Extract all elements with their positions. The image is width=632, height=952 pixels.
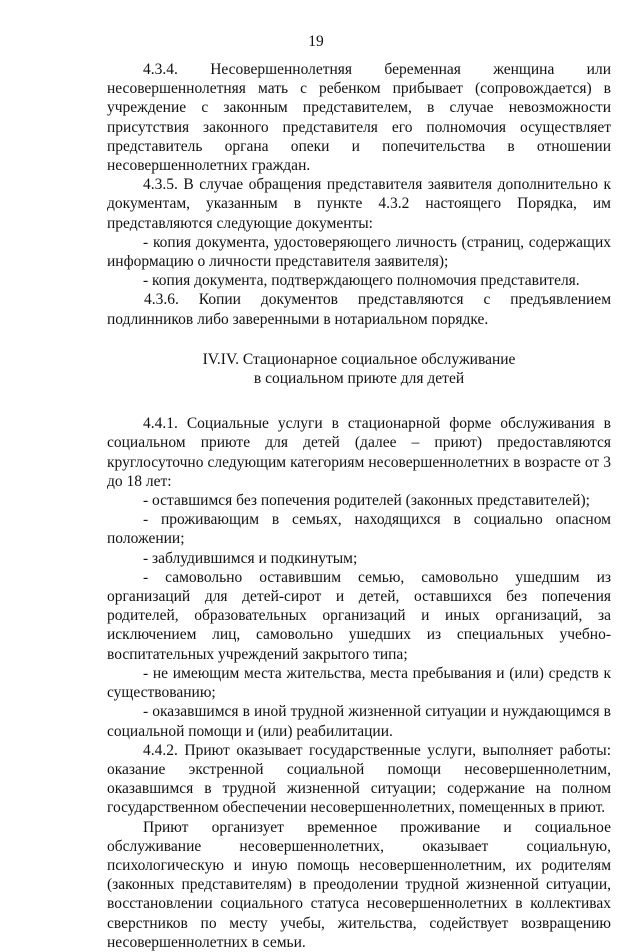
list-item: - оставшимся без попечения родителей (законных представителей);	[143, 492, 590, 510]
paragraph: Приют организует временное проживание и социальное обслуживание несовершеннолетних, оказывает социальную, психологическую и иную помощь несовершеннолетним, их родителям (законных представителям) в преодолении трудной жизненной ситуации, восстановлении социального статуса несовершеннолетних в коллективах сверстников по месту учебы, жительства, содействует возвращению несовершеннолетних в семьи.	[107, 818, 611, 951]
section-heading	[107, 350, 611, 388]
list-item: - копия документа, удостоверяющего личность (страниц, содержащих информацию о личности представителя заявителя);	[107, 233, 611, 271]
list-item: - копия документа, подтверждающего полномочия представителя.	[143, 272, 580, 290]
section-heading-line-2: в социальном приюте для детей	[253, 370, 465, 388]
paragraph-4-4-2: 4.4.2. Приют оказывает государственные услуги, выполняет работы: оказание экстренной социальной помощи несовершеннолетним, оказавшимся в трудной жизненной ситуации; содержание на полном государственном обеспечении несовершеннолетних, помещенных в приют.	[107, 741, 611, 817]
list-item: - проживающим в семьях, находящихся в социально опасном положении;	[107, 511, 611, 548]
paragraph-4-3-5: 4.3.5. В случае обращения представителя заявителя дополнительно к документам, указанным в пункте 4.3.2 настоящего Порядка, им представляются следующие документы:	[107, 176, 611, 232]
list-item: - не имеющим места жительства, места пребывания и (или) средств к существованию;	[107, 664, 611, 702]
list-item: - самовольно оставившим семью, самовольно ушедшим из организаций для детей-сирот и детей, оставшихся без попечения родителей, образовательных организаций и иных организаций, за исключением лиц, самовольно ушедших из специальных учебно-воспитательных учреждений закрытого типа;	[107, 568, 611, 663]
page-number: 19	[308, 33, 324, 50]
paragraph-4-3-6: 4.3.6. Копии документов представляются с предъявлением подлинников либо заверенными в нотариальном порядке.	[107, 291, 611, 328]
paragraph-4-4-1: 4.4.1. Социальные услуги в стационарной форме обслуживания в социальном приюте для детей (далее – приют) предоставляются круглосуточно следующим категориям несовершеннолетних в возрасте от 3 до 18 лет:	[107, 415, 611, 490]
document-body	[107, 60, 611, 952]
paragraph-4-3-4: 4.3.4. Несовершеннолетняя беременная женщина или несовершеннолетняя мать с ребенком прибывает (сопровождается) в учреждение с законным представителем, в случае невозможности присутствия законного представителя его полномочия осуществляет представитель органа опеки и попечительства в отношении несовершеннолетних граждан.	[107, 61, 611, 175]
list-item: - заблудившимся и подкинутым;	[143, 549, 358, 567]
section-heading-line-1: IV.IV. Стационарное социальное обслуживание	[202, 350, 516, 368]
list-item: - оказавшимся в иной трудной жизненной ситуации и нуждающимся в социальной помощи и (или) реабилитации.	[107, 703, 611, 740]
